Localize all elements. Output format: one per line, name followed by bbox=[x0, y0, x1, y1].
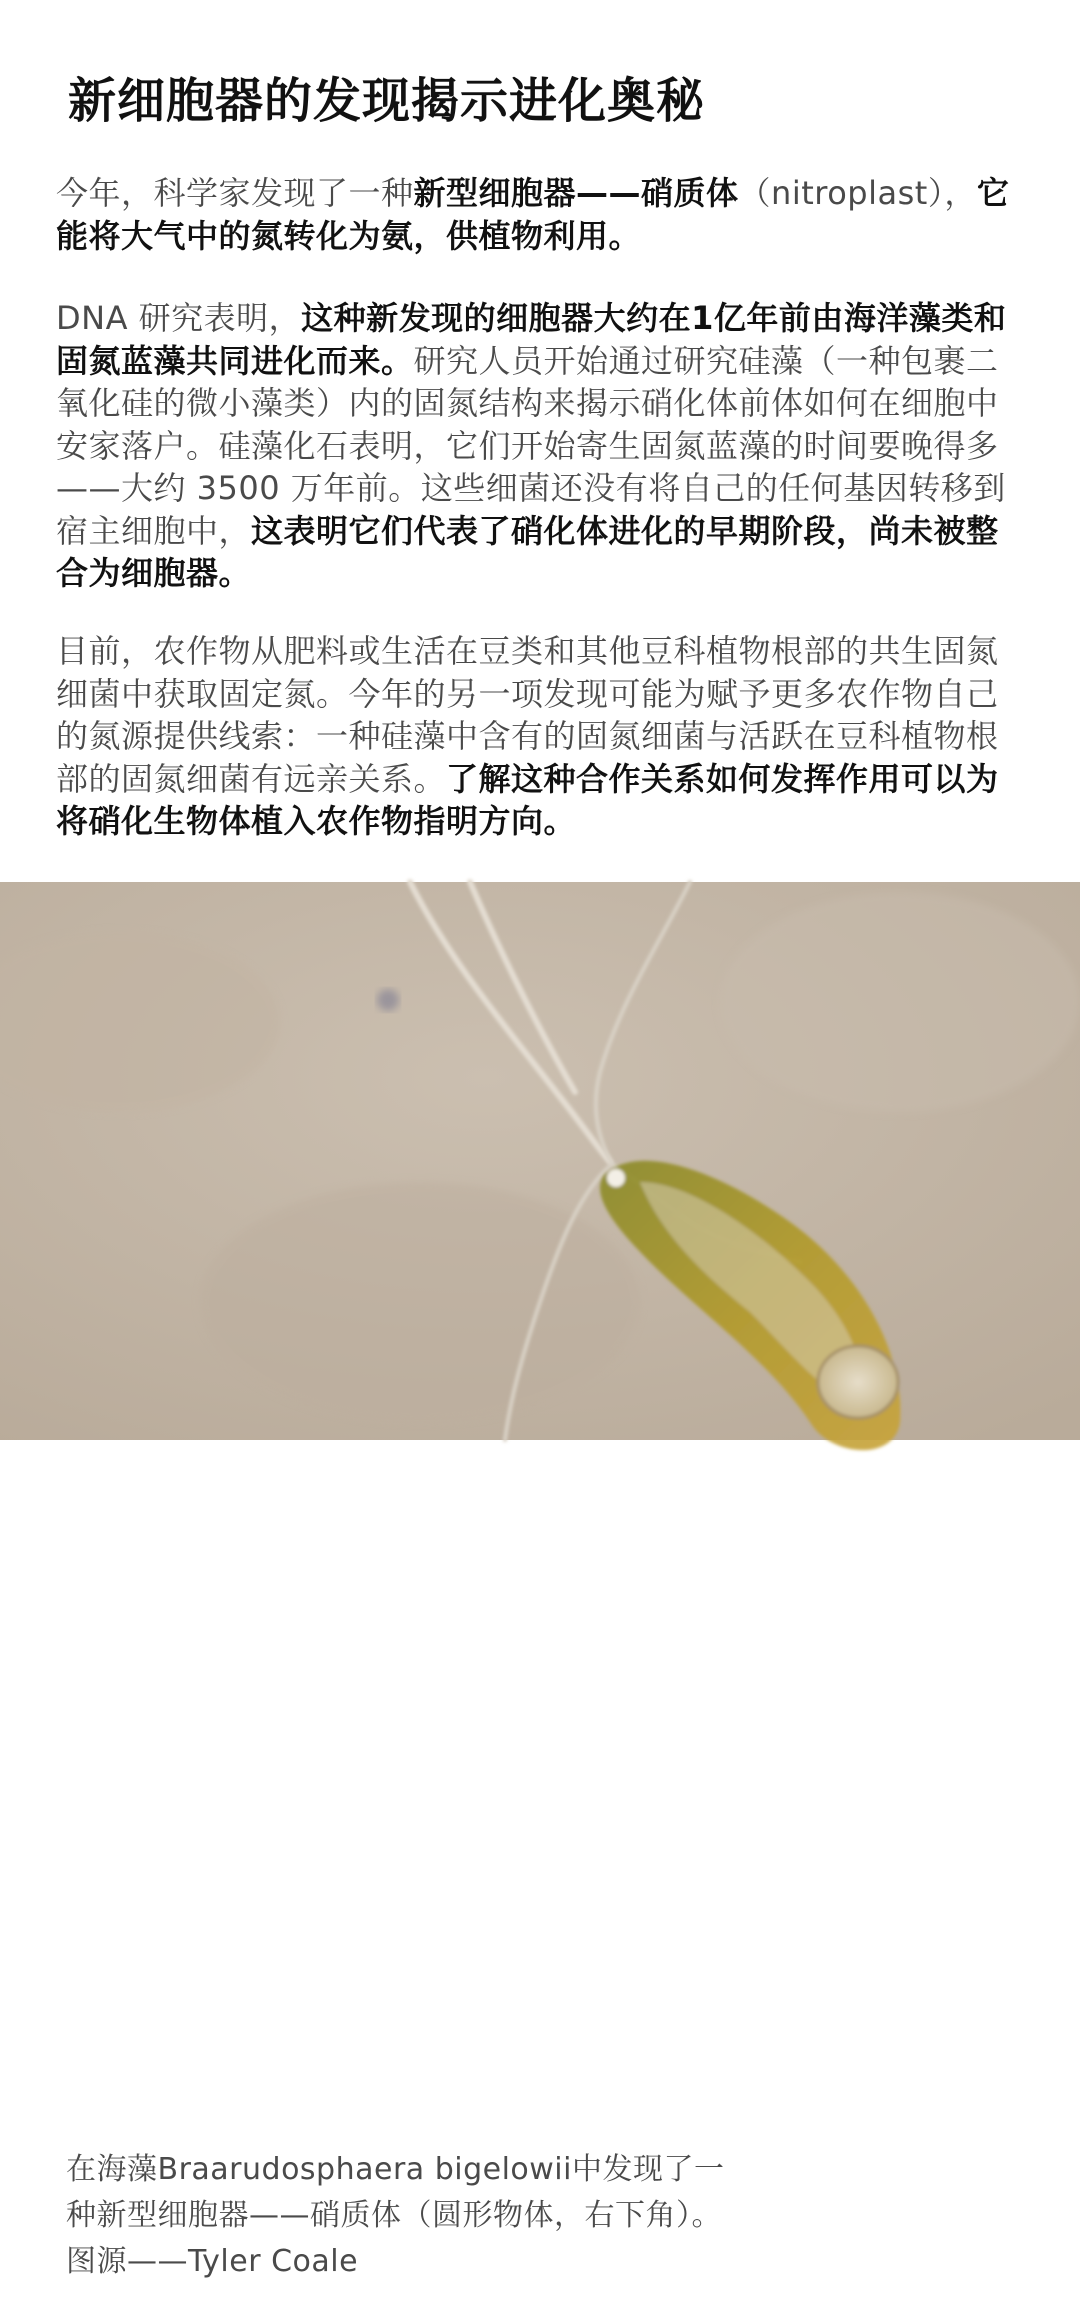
highlight-run: 这表明它们代表了硝化体进化的早期阶段，尚未被整合为细胞器。 bbox=[56, 511, 999, 592]
photo-caption bbox=[42, 2127, 776, 2322]
algae-micrograph-illustration bbox=[0, 882, 1080, 1440]
text-run: 研究人员开始通过研究硅藻（一种包裹二氧化硅的微小藻类）内的固氮结构来揭示硝化体前体如何在细胞中安家落户。硅藻化石表明，它们开始寄生固氮蓝藻的时间要晚得多——大约 3500 万年前。这些细菌还没有将自己的任何基因转移到宿主细胞中， bbox=[56, 341, 1006, 550]
micrograph-photo bbox=[0, 882, 1080, 2279]
highlight-run: 这种新发现的细胞器大约在1亿年前由海洋藻类和固氮蓝藻共同进化而来。 bbox=[56, 299, 1007, 380]
highlight-run: 它能将大气中的氮转化为氨，供植物利用。 bbox=[56, 174, 1010, 255]
text-run: 今年，科学家发现了一种 bbox=[56, 174, 414, 212]
paragraph-intro bbox=[56, 172, 1024, 257]
text-run: DNA 研究表明， bbox=[56, 299, 302, 337]
highlight-run: 了解这种合作关系如何发挥作用可以为将硝化生物体植入农作物指明方向。 bbox=[56, 759, 999, 840]
text-run: （nitroplast）， bbox=[738, 174, 977, 212]
text-run: 目前，农作物从肥料或生活在豆类和其他豆科植物根部的共生固氮细菌中获取固定氮。今年的另一项发现可能为赋予更多农作物自己的氮源提供线索：一种硅藻中含有的固氮细菌与活跃在豆科植物根部的固氮细菌有远亲关系。 bbox=[56, 632, 999, 798]
paragraph-dna-research bbox=[56, 297, 1024, 595]
caption-text: 在海藻Braarudosphaera bigelowii中发现了一种新型细胞器——硝质体（圆形物体，右下角）。图源——Tyler Coale bbox=[66, 2152, 725, 2279]
paragraph-agriculture bbox=[56, 630, 1024, 843]
highlight-run: 新型细胞器——硝质体 bbox=[413, 174, 739, 212]
page-title: 新细胞器的发现揭示进化奥秘 bbox=[68, 73, 706, 129]
